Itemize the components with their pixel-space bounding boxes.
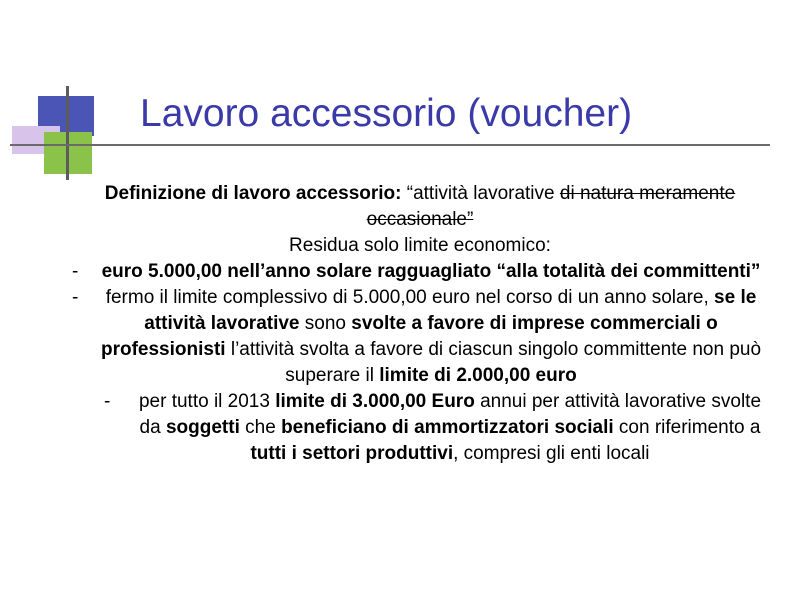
list-item — [60, 389, 780, 467]
definition-quote: “attività lavorative — [401, 183, 560, 204]
intro-line: Residua solo limite economico: — [289, 235, 551, 256]
item3-bold: soggetti — [165, 417, 240, 438]
item3-text: annui per attività lavorative svolte da — [139, 391, 762, 438]
item3-text: con riferimento a — [613, 417, 761, 438]
item3-text: , compresi gli enti locali — [453, 443, 650, 464]
item1-text: euro 5.000,00 nell’anno solare ragguagliato “alla totalità dei committenti” — [101, 261, 761, 282]
definition-paragraph — [60, 181, 780, 233]
bullet-dash: - — [72, 287, 79, 308]
item2-bold: svolte a favore di imprese commerciali o professionisti — [100, 313, 718, 360]
item3-text: per tutto il 2013 — [138, 391, 276, 412]
decor-vertical-line — [66, 86, 69, 180]
item3-bold: tutti i settori produttivi — [250, 443, 454, 464]
slide-body — [60, 181, 780, 467]
item2-text: fermo il limite complessivo di 5.000,00 euro nel corso di un anno solare, — [105, 287, 715, 308]
definition-struck-text: di natura meramente occasionale” — [366, 183, 736, 230]
item2-bold: se le attività lavorative — [144, 287, 757, 334]
item3-bold: beneficiano di ammortizzatori sociali — [281, 417, 614, 438]
definition-label: Definizione di lavoro accessorio: — [104, 183, 402, 204]
list-item — [60, 259, 780, 285]
slide-title: Lavoro accessorio (voucher) — [140, 92, 633, 135]
item2-text: sono — [299, 313, 352, 334]
item2-text: l’attività svolta a favore di ciascun singolo committente non può superare il — [225, 339, 762, 386]
bullet-dash: - — [104, 391, 111, 412]
title-underline — [10, 144, 770, 146]
bullet-dash: - — [72, 261, 79, 282]
item3-text: che — [239, 417, 282, 438]
list-item — [60, 285, 780, 389]
item3-bold: limite di 3.000,00 Euro — [275, 391, 475, 412]
item2-bold: limite di 2.000,00 euro — [379, 365, 577, 386]
